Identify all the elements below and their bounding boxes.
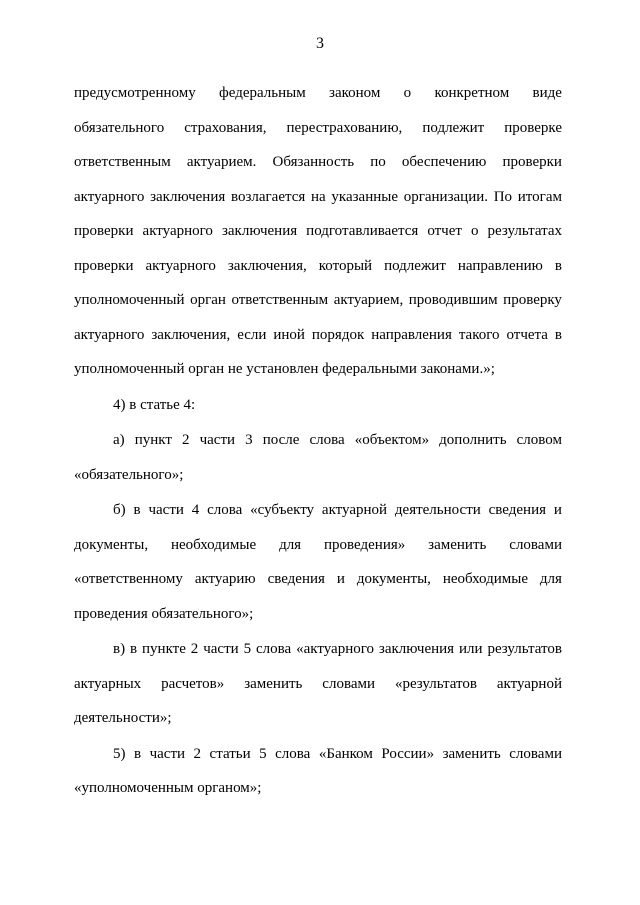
text-line: проверки актуарного заключения, который подлежит направлению в	[74, 257, 562, 274]
document-body	[74, 76, 562, 806]
text-line: обязательного страхования, перестрахованию, подлежит проверке	[74, 119, 562, 136]
paragraph-item-5	[74, 737, 562, 806]
text-line: б) в части 4 слова «субъекту актуарной деятельности сведения и	[113, 502, 562, 518]
paragraph-item-4	[74, 388, 562, 423]
text-line: проведения обязательного»;	[74, 605, 254, 622]
text-line: в) в пункте 2 части 5 слова «актуарного заключения или результатов	[113, 641, 562, 657]
text-line: «уполномоченным органом»;	[74, 780, 262, 796]
text-line: проверки актуарного заключения подготавливается отчет о результатах	[74, 223, 562, 239]
paragraph-subitem-a	[74, 423, 562, 492]
text-line: актуарных расчетов» заменить словами «результатов актуарной	[74, 675, 562, 692]
text-line: документы, необходимые для проведения» заменить словами	[74, 536, 562, 553]
text-line: «обязательного»;	[74, 466, 184, 483]
text-line: предусмотренному федеральным законом о конкретном виде	[74, 85, 562, 101]
page-number: 3	[316, 35, 324, 52]
text-line: 5) в части 2 статьи 5 слова «Банком России» заменить словами	[113, 745, 562, 762]
text-line: уполномоченный орган ответственным актуарием, проводившим проверку	[74, 292, 562, 308]
paragraph-subitem-b	[74, 493, 562, 631]
paragraph-subitem-v	[74, 632, 562, 736]
text-line: а) пункт 2 части 3 после слова «объектом» дополнить словом	[113, 432, 562, 448]
text-line: уполномоченный орган не установлен федеральными законами.»;	[74, 361, 495, 377]
text-line: актуарного заключения, если иной порядок направления такого отчета в	[74, 326, 562, 343]
text-line: «ответственному актуарию сведения и документы, необходимые для	[74, 571, 562, 587]
paragraph-continuation	[74, 76, 562, 387]
text-line: ответственным актуарием. Обязанность по обеспечению проверки	[74, 154, 562, 170]
text-line: деятельности»;	[74, 710, 172, 726]
text-line: 4) в статье 4:	[113, 396, 196, 413]
text-line: актуарного заключения возлагается на указанные организации. По итогам	[74, 188, 562, 205]
